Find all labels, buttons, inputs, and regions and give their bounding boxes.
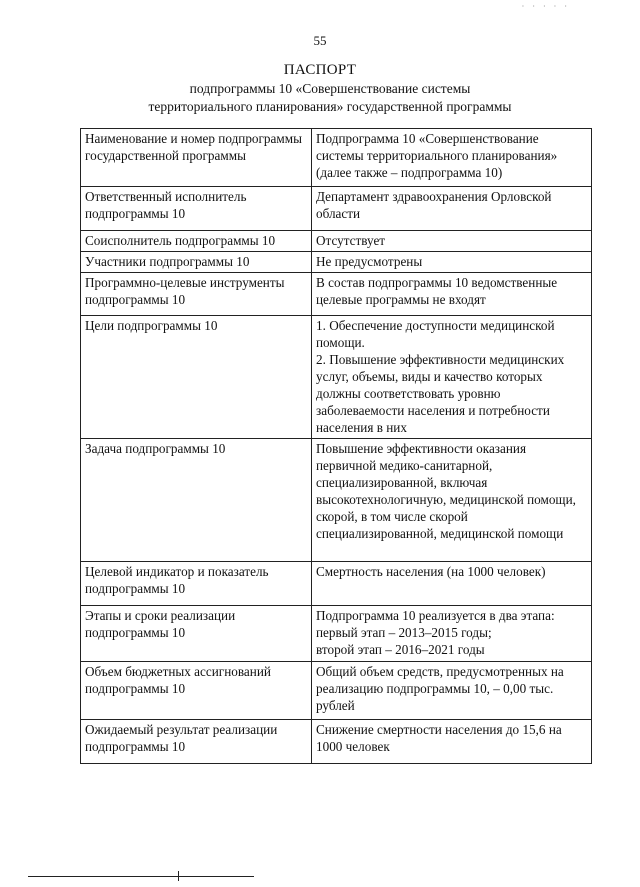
- row-value: [312, 606, 592, 662]
- value-line: 2. Повышение эффективности медицинских услуг, объемы, виды и качество которых должны соответствовать уровню заболеваемости населения и потребности населения в них: [316, 352, 565, 435]
- value-line: второй этап – 2016–2021 годы: [316, 642, 485, 657]
- subtitle-line: территориального планирования» государственной программы: [148, 99, 512, 114]
- row-label: Программно-целевые инструменты подпрограммы 10: [81, 273, 312, 316]
- row-label: Ответственный исполнитель подпрограммы 10: [81, 187, 312, 231]
- row-value: Отсутствует: [312, 231, 592, 252]
- value-line: 1. Обеспечение доступности медицинской помощи.: [316, 318, 555, 350]
- value-line: Подпрограмма 10 реализуется в два этапа:: [316, 608, 555, 623]
- row-label: Наименование и номер подпрограммы государственной программы: [81, 129, 312, 187]
- value-line: первый этап – 2013–2015 годы;: [316, 625, 492, 640]
- document-subtitle: [100, 80, 560, 116]
- row-label: Участники подпрограммы 10: [81, 252, 312, 273]
- page-number: 55: [313, 33, 327, 48]
- table-row: [81, 252, 592, 273]
- row-value: Подпрограмма 10 «Совершенствование системы территориального планирования» (далее также – подпрограмма 10): [312, 129, 592, 187]
- scan-artifact-marks: · · · · ·: [521, 2, 570, 11]
- row-label: Ожидаемый результат реализации подпрограммы 10: [81, 720, 312, 764]
- table-row: [81, 273, 592, 316]
- row-value: В состав подпрограммы 10 ведомственные целевые программы не входят: [312, 273, 592, 316]
- row-value: Не предусмотрены: [312, 252, 592, 273]
- subtitle-line: подпрограммы 10 «Совершенствование системы: [189, 81, 471, 96]
- row-value: [312, 316, 592, 439]
- table-row: [81, 439, 592, 562]
- row-label: Этапы и сроки реализации подпрограммы 10: [81, 606, 312, 662]
- row-label: Задача подпрограммы 10: [81, 439, 312, 562]
- table-row: [81, 129, 592, 187]
- table-row: [81, 187, 592, 231]
- row-value: Смертность населения (на 1000 человек): [312, 562, 592, 606]
- row-value: Повышение эффективности оказания первичной медико-санитарной, специализированной, включая высокотехнологичную, медицинской помощи, скорой, в том числе скорой специализированной, медицинской помощи: [312, 439, 592, 562]
- table-row: [81, 606, 592, 662]
- row-value: Снижение смертности населения до 15,6 на 1000 человек: [312, 720, 592, 764]
- document-title: ПАСПОРТ: [283, 62, 357, 78]
- row-label: Цели подпрограммы 10: [81, 316, 312, 439]
- row-value: Департамент здравоохранения Орловской области: [312, 187, 592, 231]
- row-label: Целевой индикатор и показатель подпрограммы 10: [81, 562, 312, 606]
- table-row: [81, 662, 592, 720]
- footer-tick-mark: [178, 871, 179, 881]
- row-label: Объем бюджетных ассигнований подпрограммы 10: [81, 662, 312, 720]
- row-label: Соисполнитель подпрограммы 10: [81, 231, 312, 252]
- footer-divider: [28, 876, 254, 877]
- table-row: [81, 316, 592, 439]
- row-value: Общий объем средств, предусмотренных на реализацию подпрограммы 10, – 0,00 тыс. рублей: [312, 662, 592, 720]
- passport-table: [80, 128, 592, 764]
- table-row: [81, 720, 592, 764]
- table-row: [81, 562, 592, 606]
- table-row: [81, 231, 592, 252]
